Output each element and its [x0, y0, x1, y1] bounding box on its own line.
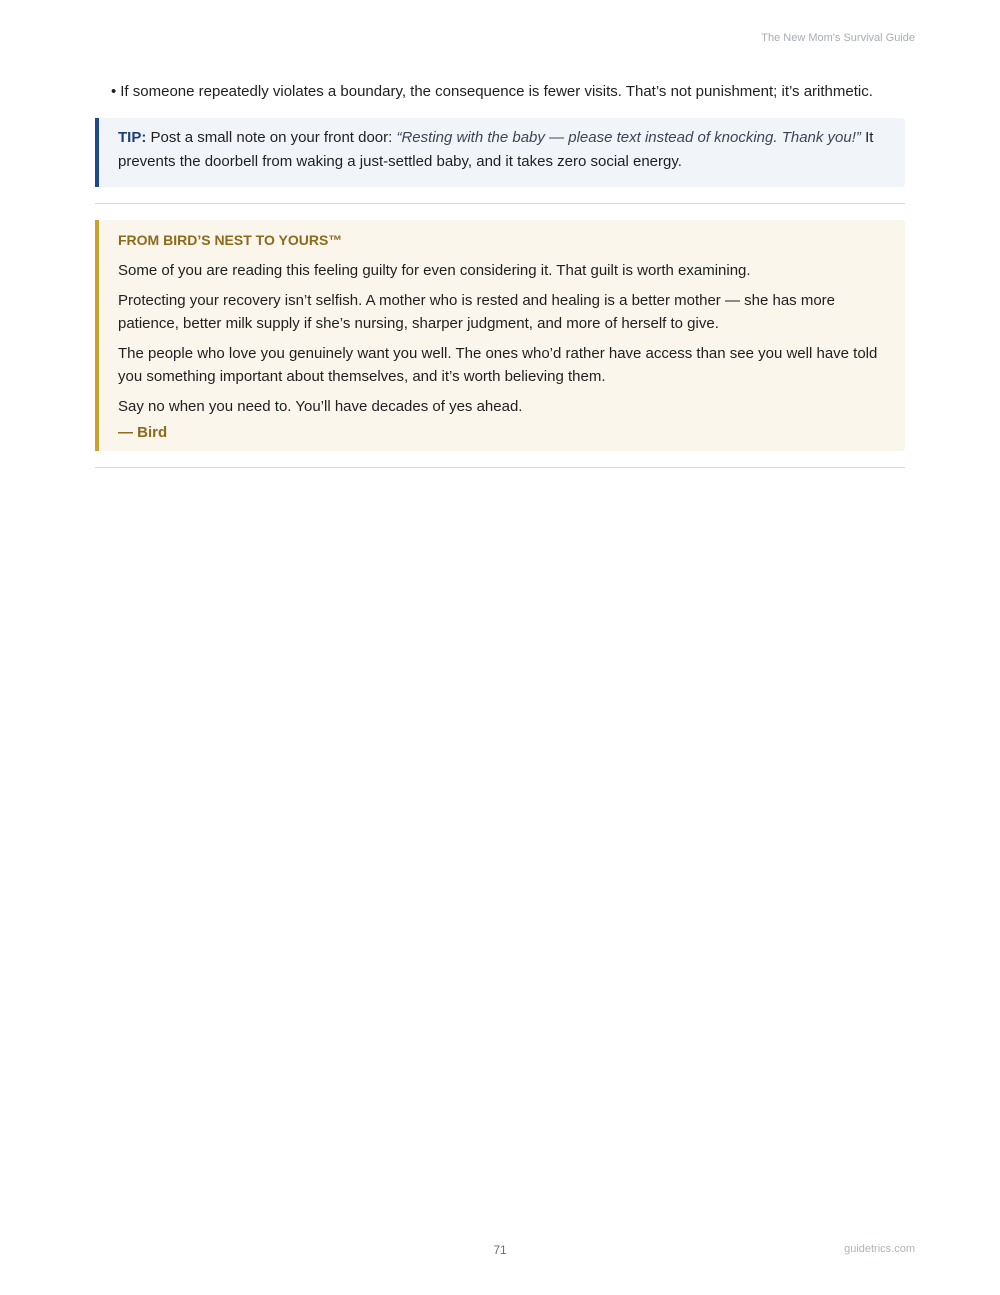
note-signature: — Bird — [118, 424, 168, 441]
section-divider — [95, 467, 905, 468]
note-paragraph: The people who love you genuinely want you well. The ones who’d rather have access than see you well have told you something important about themselves, and it’s worth believing them. — [118, 344, 878, 385]
tip-label: TIP: — [118, 129, 147, 146]
page-content — [95, 81, 905, 484]
note-paragraph: Some of you are reading this feeling guilty for even considering it. That guilt is worth examining. — [118, 262, 751, 279]
footer-site-link[interactable]: guidetrics.com — [844, 1243, 915, 1255]
bullet-marker: • — [111, 83, 117, 100]
tip-callout — [95, 118, 905, 187]
note-paragraph: Protecting your recovery isn’t selfish. A mother who is rested and healing is a better mother — she has more patience, better milk supply if she’s nursing, sharper judgment, and more of herself to give. — [118, 291, 836, 332]
note-paragraph: Say no when you need to. You’ll have decades of yes ahead. — [118, 397, 523, 415]
tip-rest-text: It prevents the doorbell from waking a just-settled baby, and it takes zero social energy. — [118, 129, 874, 170]
running-header: The New Mom's Survival Guide — [761, 32, 915, 44]
tip-quote: “Resting with the baby — please text instead of knocking. Thank you!” — [396, 129, 861, 146]
page-number: 71 — [493, 1243, 507, 1257]
note-title: FROM BIRD’S NEST TO YOURS™ — [118, 232, 343, 248]
bullet-item — [111, 81, 905, 103]
bird-note-callout — [95, 220, 905, 451]
bullet-text: If someone repeatedly violates a boundary, the consequence is fewer visits. That’s not punishment; it’s arithmetic. — [120, 83, 873, 100]
section-divider — [95, 203, 905, 204]
tip-lead-text: Post a small note on your front door: — [146, 129, 397, 146]
